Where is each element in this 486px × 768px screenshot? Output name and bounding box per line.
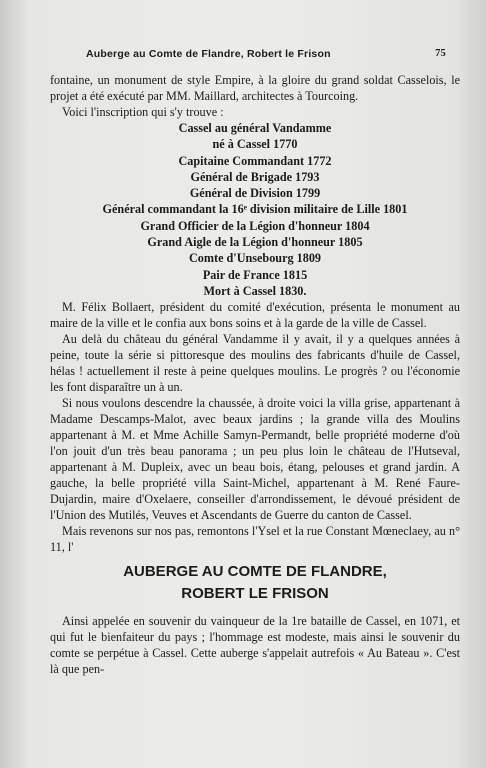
inscription	[50, 120, 460, 299]
paragraph: Si nous voulons descendre la chaussée, à droite voici la villa grise, appartenant à Madame Descamps-Malot, avec beaux jardins ; la grande villa des Moulins appartenant à M. et Mme Achille Samyn-Permandt, belle propriété moderne d'où l'on jouit d'un très beau panorama ; un peu plus loin le château de l'Hutseval, appartenant à M. Dupleix, avec un beau bois, étang, pelouses et grand jardin. A gauche, la belle propriété villa Saint-Michel, appartenant à M. René Faure-Dujardin, maire d'Oxelaere, conseiller d'arrondissement, le dévoué président de l'Union des Mutilés, Veuves et Ascendants de Guerre du canton de Cassel.	[50, 396, 460, 523]
inscription-line: Capitaine Commandant 1772	[178, 153, 332, 168]
inscription-line: Grand Officier de la Légion d'honneur 1804	[140, 218, 370, 233]
paragraph: Au delà du château du général Vandamme il y avait, il y a quelques années à peine, toute la série si pittoresque des moulins des fabricants d'huile de Cassel, hélas ! actuellement il reste à peine quelques moulins. Le progrès ? ou l'économie les font disparaître un à un.	[50, 332, 460, 395]
section-title	[50, 561, 460, 605]
inscription-line: Général commandant la 16ᵉ division militaire de Lille 1801	[102, 202, 408, 217]
inscription-line: Cassel au général Vandamme	[178, 121, 332, 135]
inscription-line: Pair de France 1815	[202, 267, 308, 282]
running-header	[86, 48, 446, 60]
paragraph: Voici l'inscription qui s'y trouve :	[62, 105, 224, 119]
inscription-line: Général de Division 1799	[189, 186, 321, 201]
paragraph: M. Félix Bollaert, président du comité d'exécution, présenta le monument au maire de la ville et le confia aux bons soins et à la garde de la ville de Cassel.	[50, 300, 460, 331]
running-title: Auberge au Comte de Flandre, Robert le Frison	[86, 48, 331, 60]
page-number: 75	[435, 48, 446, 59]
inscription-line: Mort à Cassel 1830.	[203, 283, 307, 298]
section-title-line: AUBERGE AU COMTE DE FLANDRE,	[123, 563, 387, 581]
paragraph: fontaine, un monument de style Empire, à la gloire du grand soldat Casselois, le projet a été exécuté par MM. Maillard, architectes à Tourcoing.	[50, 73, 460, 103]
inscription-line: né à Cassel 1770	[212, 137, 298, 152]
page-body	[50, 72, 460, 677]
inscription-line: Général de Brigade 1793	[190, 169, 320, 184]
inscription-line: Grand Aigle de la Légion d'honneur 1805	[147, 235, 363, 250]
section-title-line: ROBERT LE FRISON	[181, 585, 329, 603]
paragraph: Mais revenons sur nos pas, remontons l'Ysel et la rue Constant Mœneclaey, au n° 11, l'	[50, 524, 460, 555]
inscription-line: Comte d'Unsebourg 1809	[188, 251, 322, 266]
paragraph: Ainsi appelée en souvenir du vainqueur de la 1re bataille de Cassel, en 1071, et qui fut le bienfaiteur du pays ; l'hommage est modeste, mais ainsi le souvenir du comte se perpétue à Cassel. Cette auberge s'appelait autrefois « Au Bateau ». C'est là que pen-	[50, 614, 460, 677]
